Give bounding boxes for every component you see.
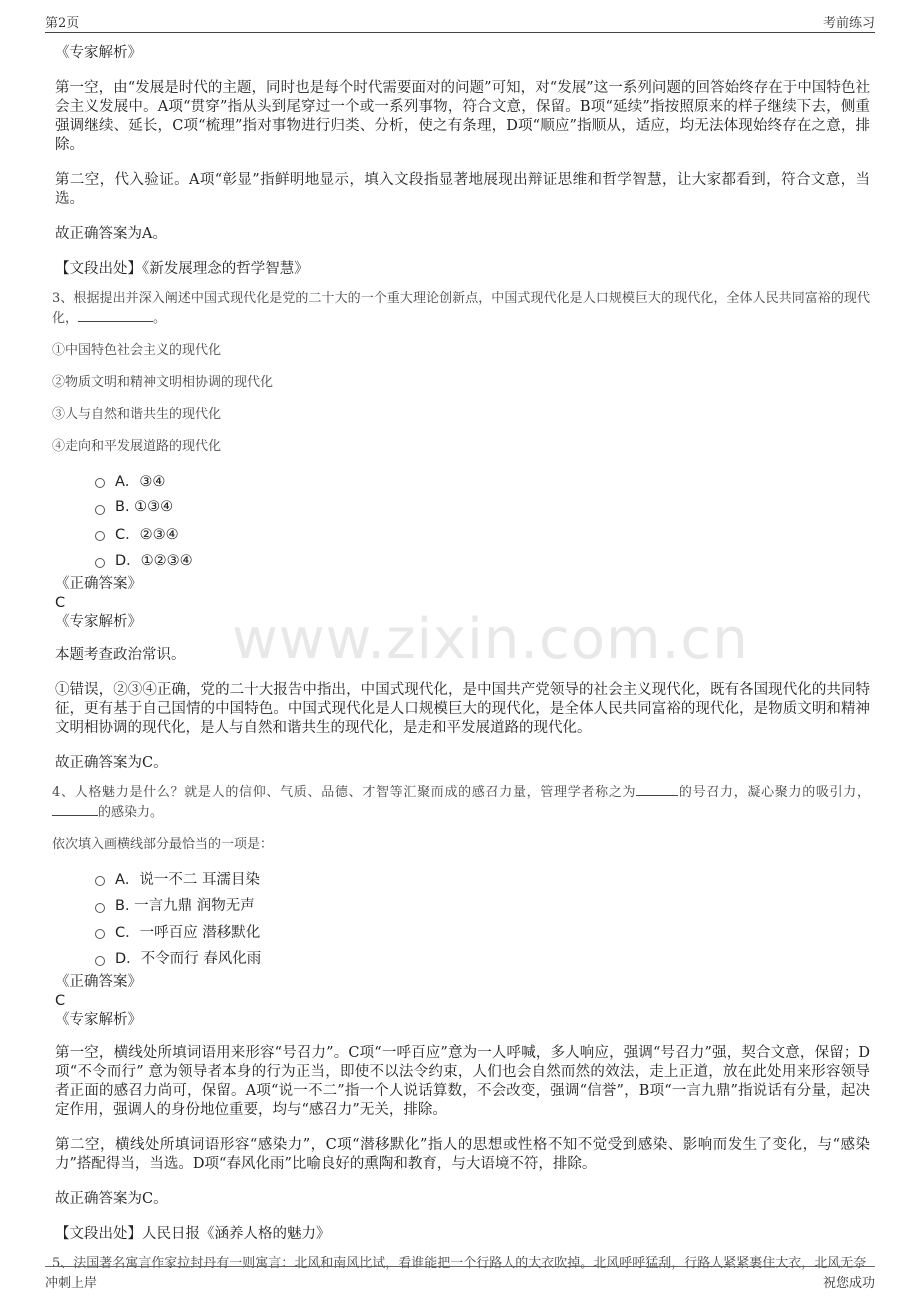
q4-option-b[interactable]: B. 一言九鼎 润物无声 xyxy=(95,894,870,916)
document-body xyxy=(52,44,870,1286)
q3-choices xyxy=(95,469,870,571)
radio-icon[interactable] xyxy=(95,558,105,568)
q4-analysis-p1: 第一空，横线处所填词语用来形容“号召力”。C项“一呼百应”意为一人呼喊，多人响应，强调“号召力”强，契合文意，保留；D项“不令而行” 意为领导者本身的行为正当，即使不以法令约束，人们也会自然而然的效法，走上正道，放在此处用来形容领导者正面的感召力尚可，保留。A项“说一不二”指一个人说话算数，不会改变，强调“信誉”，B项“一言九鼎”指说话有分量，起决定作用，强调人的身份地位重要，均与“感召力”无关，排除。 xyxy=(55,1045,870,1118)
q4-blank-1 xyxy=(636,783,678,796)
q3-option-b[interactable]: B. ①③④ xyxy=(95,496,870,518)
q4-instruction: 依次填入画横线部分最恰当的一项是： xyxy=(52,837,274,852)
footer-left-text: 冲刺上岸 xyxy=(45,1276,98,1291)
q4-option-d[interactable]: D．不令而行 春风化雨 xyxy=(95,947,870,969)
radio-icon[interactable] xyxy=(95,876,105,886)
q3-stem: 3、根据提出并深入阐述中国式现代化是党的二十大的一个重大理论创新点，中国式现代化是人口规模巨大的现代化，全体人民共同富裕的现代化， 。 xyxy=(52,291,870,326)
q3-item-2: ②物质文明和精神文明相协调的现代化 xyxy=(52,375,274,390)
q3-analysis-p1: ①错误，②③④正确，党的二十大报告中指出，中国式现代化，是中国共产党领导的社会主义现代化，既有各国现代化的共同特征，更有基于自己国情的中国特色。中国式现代化是人口规模巨大的现代化，是全体人民共同富裕的现代化，是物质文明和精神文明相协调的现代化，是人与自然和谐共生的现代化，是走和平发展道路的现代化。 xyxy=(55,682,870,736)
q3-answer: C xyxy=(55,595,66,611)
q4-analysis-p2: 第二空，横线处所填词语形容“感染力”，C项“潜移默化”指人的思想或性格不知不觉受到感染、影响而发生了变化，与“感染力”搭配得当，当选。D项“春风化雨”比喻良好的熏陶和教育，与大语境不符，排除。 xyxy=(55,1137,870,1172)
q5-stem: 5、法国著名寓言作家拉封丹有一则寓言：北风和南风比试，看谁能把一个行路人的大衣吹掉。北风呼呼猛刮，行路人紧紧裹住大衣，北风无奈 xyxy=(52,1256,867,1271)
radio-icon[interactable] xyxy=(95,478,105,488)
page-header xyxy=(45,12,875,32)
q4-choices xyxy=(95,867,870,969)
q4-analysis-title: 《专家解析》 xyxy=(55,1012,142,1028)
q4-answer-title: 《正确答案》 xyxy=(55,974,142,990)
header-divider xyxy=(45,32,875,33)
q3-blank xyxy=(78,309,153,322)
q3-option-c[interactable]: C．②③④ xyxy=(95,522,870,544)
radio-icon[interactable] xyxy=(95,903,105,913)
q4-option-c[interactable]: C．一呼百应 潜移默化 xyxy=(95,920,870,942)
q3-analysis-p0: 本题考查政治常识。 xyxy=(55,647,186,663)
q3-option-d[interactable]: D．①②③④ xyxy=(95,549,870,571)
q3-item-1: ①中国特色社会主义的现代化 xyxy=(52,343,222,358)
page-number: 第2页 xyxy=(45,16,80,31)
q3-option-a[interactable]: A．③④ xyxy=(95,469,870,491)
radio-icon[interactable] xyxy=(95,505,105,515)
radio-icon[interactable] xyxy=(95,929,105,939)
q2-conclusion: 故正确答案为A。 xyxy=(55,226,167,242)
q3-conclusion: 故正确答案为C。 xyxy=(55,755,168,771)
footer-right-text: 祝您成功 xyxy=(822,1276,875,1291)
q2-analysis-title: 《专家解析》 xyxy=(55,45,142,61)
q4-answer: C xyxy=(55,993,66,1009)
q4-conclusion: 故正确答案为C。 xyxy=(55,1191,168,1207)
q4-stem: 4、人格魅力是什么？就是人的信仰、气质、品德、才智等汇聚而成的感召力量，管理学者称之为 的号召力，凝心聚力的吸引力，的感染力。 xyxy=(52,785,870,820)
footer-divider xyxy=(45,1266,875,1267)
q4-option-a[interactable]: A．说一不二 耳濡目染 xyxy=(95,867,870,889)
q4-source: 【文段出处】人民日报《涵养人格的魅力》 xyxy=(55,1226,331,1242)
q2-source: 【文段出处】《新发展理念的哲学智慧》 xyxy=(55,261,309,277)
q3-item-4: ④走向和平发展道路的现代化 xyxy=(52,439,222,454)
q4-blank-2 xyxy=(52,803,98,816)
watermark: www.zixin.com.cn xyxy=(232,607,749,672)
header-title: 考前练习 xyxy=(822,16,875,31)
q3-analysis-title: 《专家解析》 xyxy=(55,614,142,630)
q3-answer-title: 《正确答案》 xyxy=(55,576,142,592)
radio-icon[interactable] xyxy=(95,956,105,966)
q3-item-3: ③人与自然和谐共生的现代化 xyxy=(52,407,222,422)
q2-analysis-p1: 第一空，由“发展是时代的主题，同时也是每个时代需要面对的问题”可知，对“发展”这一系列问题的回答始终存在于中国特色社会主义发展中。A项“贯穿”指从头到尾穿过一个或一系列事物，符合文意，保留。B项“延续”指按照原来的样子继续下去，侧重强调继续、延长，C项“梳理”指对事物进行归类、分析，使之有条理，D项“顺应”指顺从，适应，均无法体现始终存在之意，排除。 xyxy=(55,80,870,153)
q2-analysis-p2: 第二空，代入验证。A项“彰显”指鲜明地显示，填入文段指显著地展现出辩证思维和哲学智慧，让大家都看到，符合文意，当选。 xyxy=(55,172,870,207)
radio-icon[interactable] xyxy=(95,531,105,541)
